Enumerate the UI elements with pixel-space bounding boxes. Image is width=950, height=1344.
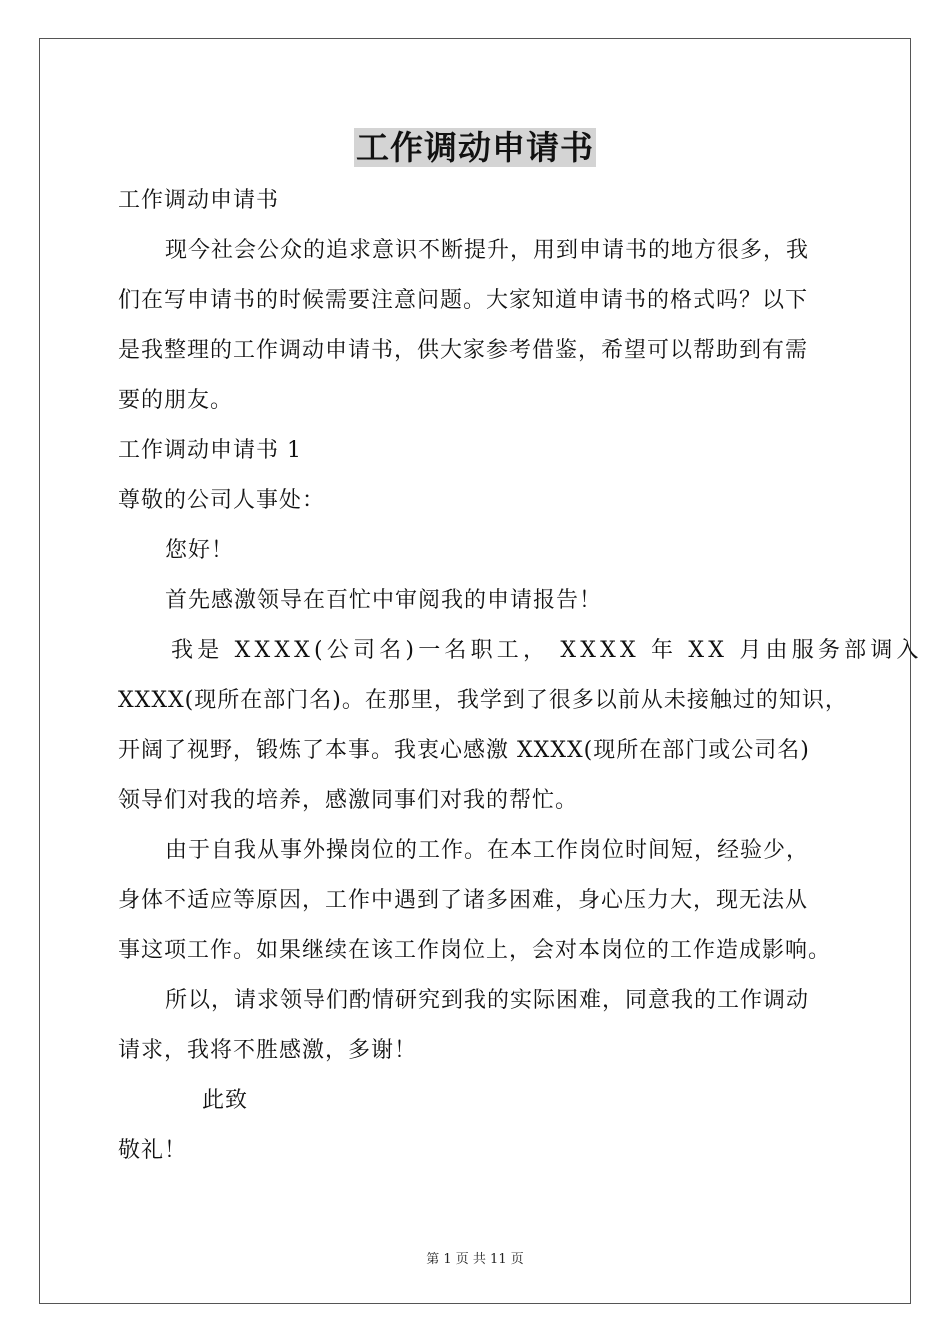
section-heading: 工作调动申请书 1 xyxy=(118,438,302,463)
intro-paragraph-line: 现今社会公众的追求意识不断提升，用到申请书的地方很多，我 xyxy=(165,238,810,263)
intro-paragraph-line: 要的朋友。 xyxy=(118,388,234,413)
intro-paragraph-line: 们在写申请书的时候需要注意问题。大家知道申请书的格式吗？以下 xyxy=(118,288,809,313)
body-paragraph-line: 开阔了视野，锻炼了本事。我衷心感激 XXXX(现所在部门或公司名) xyxy=(118,738,810,763)
closing-regards: 敬礼！ xyxy=(118,1138,188,1163)
greeting: 您好！ xyxy=(165,538,235,563)
body-paragraph-line: 请求，我将不胜感激，多谢！ xyxy=(118,1038,418,1063)
body-paragraph-line: 身体不适应等原因，工作中遇到了诸多困难，身心压力大，现无法从 xyxy=(118,888,809,913)
body-paragraph-line: 首先感激领导在百忙中审阅我的申请报告！ xyxy=(165,588,603,613)
page-title-text: 工作调动申请书 xyxy=(356,128,594,167)
intro-paragraph-line: 是我整理的工作调动申请书，供大家参考借鉴，希望可以帮助到有需 xyxy=(118,338,809,363)
page-number-footer: 第 1 页 共 11 页 xyxy=(426,1252,524,1267)
salutation: 尊敬的公司人事处： xyxy=(118,488,326,513)
closing-phrase: 此致 xyxy=(202,1088,249,1113)
body-paragraph-line: XXXX(现所在部门名)。在那里，我学到了很多以前从未接触过的知识， xyxy=(118,688,848,713)
body-paragraph-line: 由于自我从事外操岗位的工作。在本工作岗位时间短，经验少， xyxy=(165,838,810,863)
body-paragraph-line: 所以，请求领导们酌情研究到我的实际困难，同意我的工作调动 xyxy=(165,988,810,1013)
body-paragraph-line: 事这项工作。如果继续在该工作岗位上，会对本岗位的工作造成影响。 xyxy=(118,938,832,963)
page-title xyxy=(0,128,950,168)
body-paragraph-line: 领导们对我的培养，感激同事们对我的帮忙。 xyxy=(118,788,579,813)
body-subtitle: 工作调动申请书 xyxy=(118,188,280,213)
body-paragraph-line: 我是 XXXX(公司名)一名职工， XXXX 年 XX 月由服务部调入 xyxy=(171,638,923,663)
document-body xyxy=(118,176,923,1176)
